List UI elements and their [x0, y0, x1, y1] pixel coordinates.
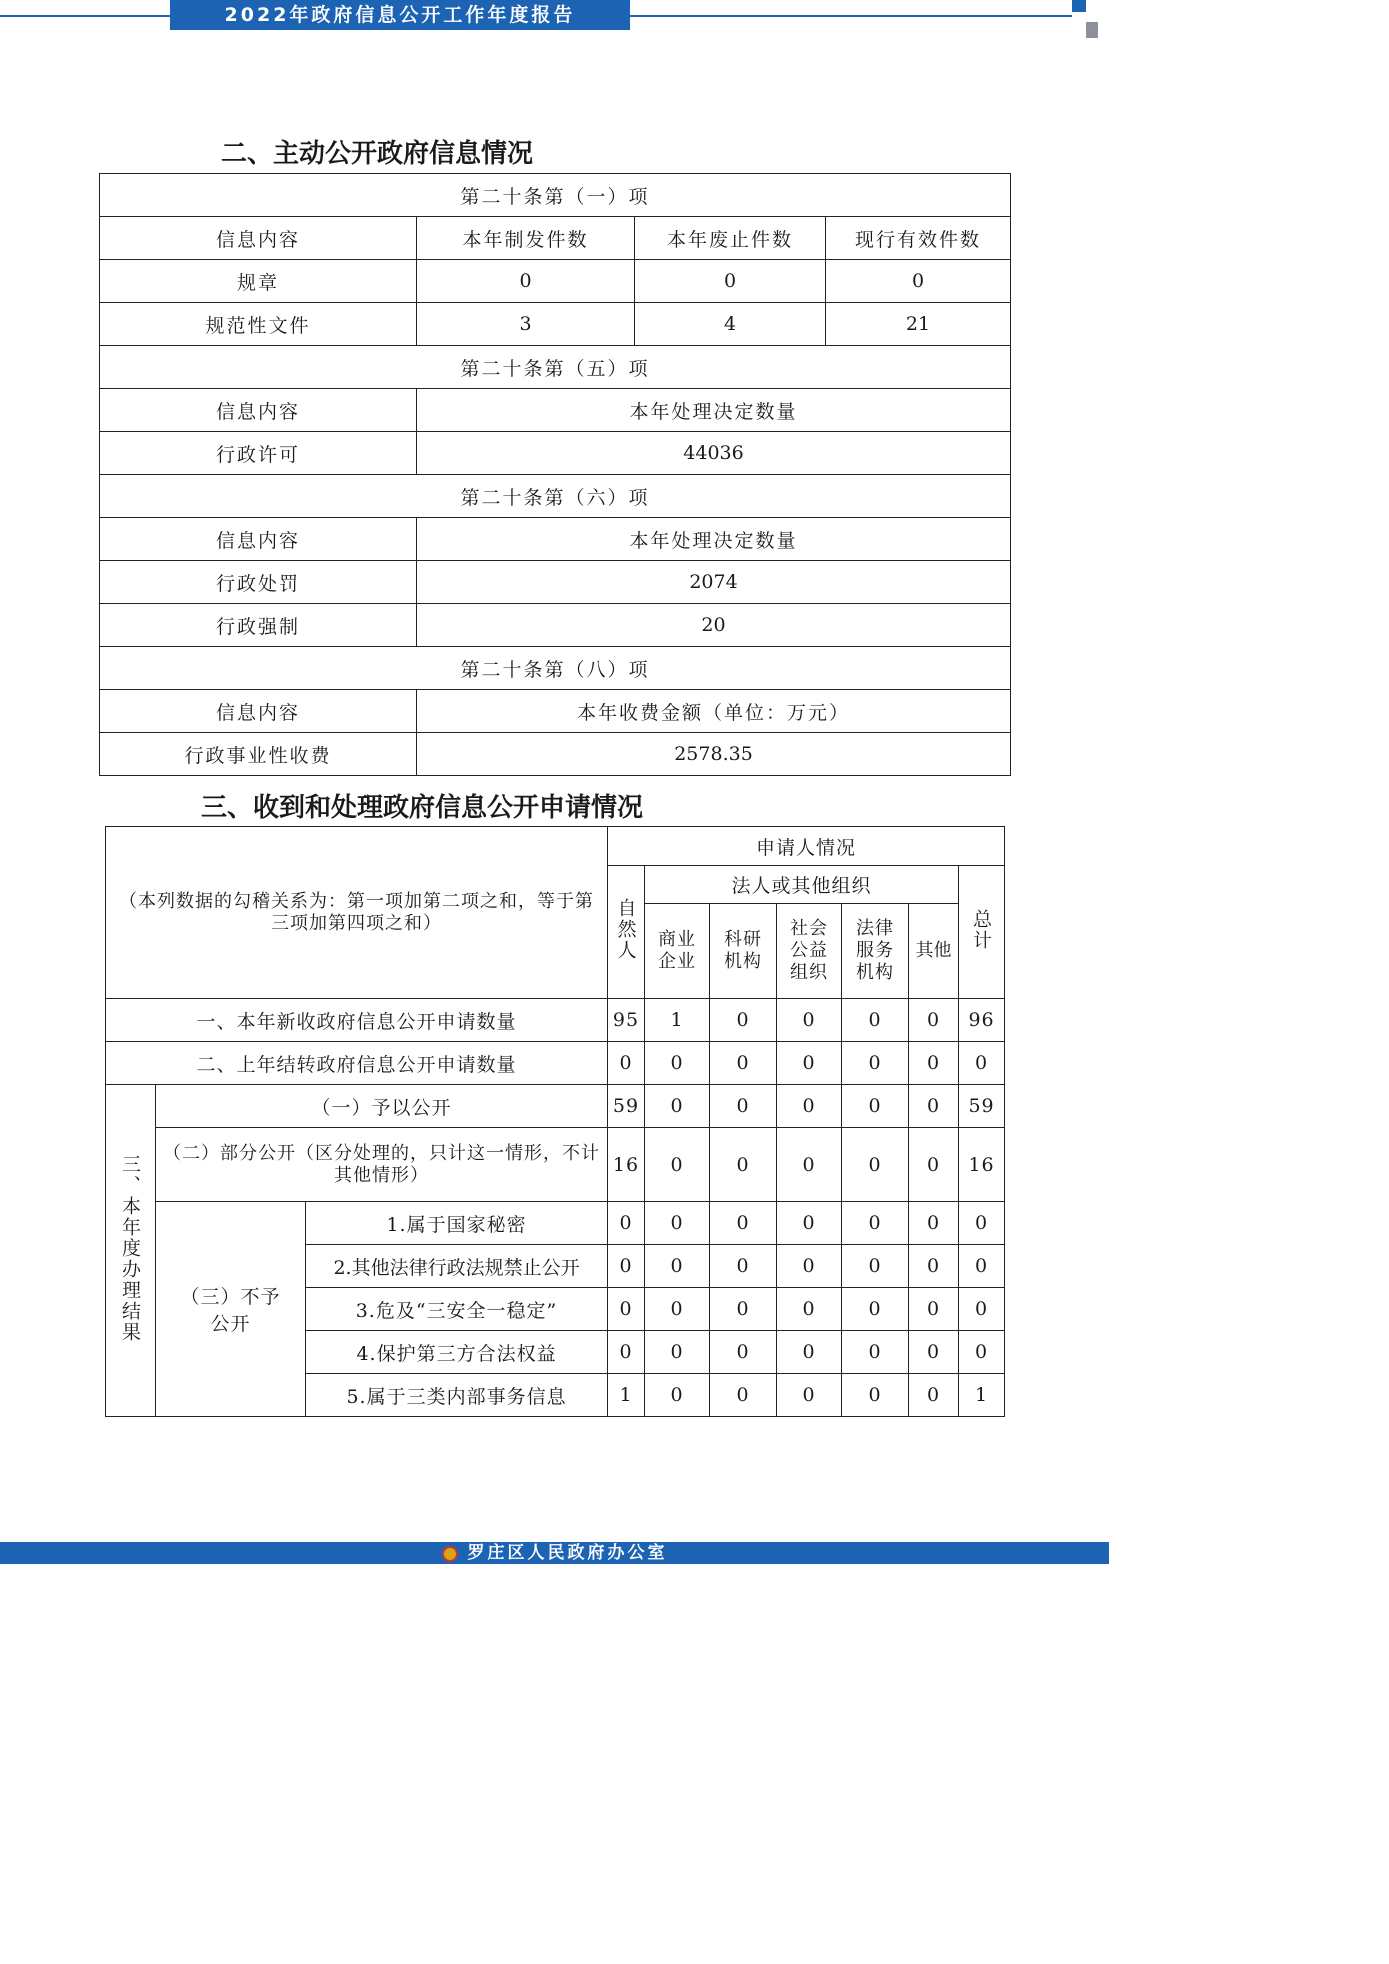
row-label: 1.属于国家秘密 — [306, 1202, 608, 1245]
row-label: （一）予以公开 — [156, 1085, 608, 1128]
table-cell: 0 — [645, 1374, 710, 1417]
table-cell: 0 — [909, 1128, 959, 1202]
table-cell: 0 — [710, 1202, 777, 1245]
table-cell: 0 — [777, 1085, 842, 1128]
table-cell: 0 — [777, 999, 842, 1042]
column-header: 本年处理决定数量 — [417, 389, 1011, 432]
column-header: 信息内容 — [100, 389, 417, 432]
table-row — [100, 346, 1011, 389]
table-cell: 0 — [842, 1128, 909, 1202]
row-label: 规范性文件 — [100, 303, 417, 346]
table-cell: 2578.35 — [417, 733, 1011, 776]
table-cell: 0 — [777, 1331, 842, 1374]
column-header: 现行有效件数 — [826, 217, 1011, 260]
table-row — [100, 733, 1011, 776]
table-cell: 0 — [909, 1331, 959, 1374]
corner-square-blue — [1072, 0, 1086, 12]
report-title-banner: 2022年政府信息公开工作年度报告 — [170, 0, 630, 30]
applicant-header: 申请人情况 — [608, 827, 1005, 866]
table-cell: 0 — [909, 1288, 959, 1331]
footer-text: 罗庄区人民政府办公室 — [467, 1543, 668, 1563]
table-row — [100, 389, 1011, 432]
table-row — [106, 827, 1005, 866]
table-cell: 0 — [959, 1288, 1005, 1331]
column-header: 本年制发件数 — [417, 217, 635, 260]
table-row — [106, 1128, 1005, 1202]
handling-result-group-label: 三、本年度办理结果 — [106, 1085, 156, 1417]
table-row — [106, 1042, 1005, 1085]
column-header: 法律服务机构 — [842, 904, 909, 999]
column-header: 信息内容 — [100, 690, 417, 733]
table-cell: 0 — [959, 1245, 1005, 1288]
column-header: 本年废止件数 — [635, 217, 826, 260]
table-cell: 0 — [842, 1245, 909, 1288]
table-cell: 0 — [645, 1042, 710, 1085]
table-cell: 0 — [842, 1331, 909, 1374]
column-header: 其他 — [909, 904, 959, 999]
table-cell: 0 — [777, 1245, 842, 1288]
table-cell: 0 — [909, 1202, 959, 1245]
table-cell: 20 — [417, 604, 1011, 647]
section3-heading: 三、收到和处理政府信息公开申请情况 — [201, 793, 644, 823]
table-row — [100, 174, 1011, 217]
table-cell: 16 — [608, 1128, 645, 1202]
table-cell: 2074 — [417, 561, 1011, 604]
national-emblem-icon — [442, 1546, 458, 1562]
application-handling-table — [105, 826, 1005, 1417]
row-label: 3.危及“三安全一稳定” — [306, 1288, 608, 1331]
table-cell: 95 — [608, 999, 645, 1042]
table-cell: 0 — [608, 1288, 645, 1331]
table-row — [100, 260, 1011, 303]
non-disclosure-label: （三）不予公开 — [156, 1202, 306, 1417]
table-row — [100, 647, 1011, 690]
column-header: 本年收费金额（单位：万元） — [417, 690, 1011, 733]
column-header: 信息内容 — [100, 518, 417, 561]
legal-person-group-header: 法人或其他组织 — [645, 866, 959, 904]
table-cell: 0 — [645, 1202, 710, 1245]
row-label: 行政事业性收费 — [100, 733, 417, 776]
table-row — [100, 475, 1011, 518]
article-title: 第二十条第（八）项 — [100, 647, 1011, 690]
total-header: 总计 — [959, 866, 1005, 999]
table-cell: 0 — [909, 999, 959, 1042]
table-cell: 0 — [710, 999, 777, 1042]
table-cell: 0 — [710, 1128, 777, 1202]
table-cell: 0 — [710, 1331, 777, 1374]
table-cell: 0 — [645, 1331, 710, 1374]
table-cell: 0 — [777, 1202, 842, 1245]
table-row — [100, 561, 1011, 604]
row-label: 行政许可 — [100, 432, 417, 475]
table-cell: 44036 — [417, 432, 1011, 475]
table-cell: 0 — [608, 1331, 645, 1374]
proactive-disclosure-table — [99, 173, 1011, 776]
row-label: （二）部分公开（区分处理的，只计这一情形，不计其他情形） — [156, 1128, 608, 1202]
table-cell: 0 — [842, 1042, 909, 1085]
table-row — [100, 518, 1011, 561]
table-row — [100, 690, 1011, 733]
table-cell: 1 — [959, 1374, 1005, 1417]
natural-person-header: 自然人 — [608, 866, 645, 999]
column-header: 信息内容 — [100, 217, 417, 260]
reconciliation-note: （本列数据的勾稽关系为：第一项加第二项之和，等于第三项加第四项之和） — [106, 827, 608, 999]
table-row — [100, 432, 1011, 475]
table-cell: 0 — [959, 1331, 1005, 1374]
article-title: 第二十条第（六）项 — [100, 475, 1011, 518]
table-cell: 96 — [959, 999, 1005, 1042]
table-cell: 0 — [777, 1128, 842, 1202]
article-title: 第二十条第（一）项 — [100, 174, 1011, 217]
footer — [0, 1542, 1109, 1564]
table-row — [106, 999, 1005, 1042]
table-cell: 1 — [608, 1374, 645, 1417]
row-label: 一、本年新收政府信息公开申请数量 — [106, 999, 608, 1042]
table-row — [100, 217, 1011, 260]
column-header: 社会公益组织 — [777, 904, 842, 999]
table-cell: 0 — [959, 1042, 1005, 1085]
column-header: 商业企业 — [645, 904, 710, 999]
table-row — [100, 604, 1011, 647]
table-cell: 0 — [645, 1245, 710, 1288]
table-cell: 1 — [645, 999, 710, 1042]
row-label: 行政强制 — [100, 604, 417, 647]
row-label: 4.保护第三方合法权益 — [306, 1331, 608, 1374]
row-label: 规章 — [100, 260, 417, 303]
table-cell: 0 — [842, 1085, 909, 1128]
table-cell: 0 — [842, 1374, 909, 1417]
corner-square-gray — [1086, 22, 1098, 38]
article-title: 第二十条第（五）项 — [100, 346, 1011, 389]
table-cell: 0 — [826, 260, 1011, 303]
table-cell: 0 — [777, 1042, 842, 1085]
row-label: 二、上年结转政府信息公开申请数量 — [106, 1042, 608, 1085]
table-cell: 0 — [959, 1202, 1005, 1245]
column-header: 本年处理决定数量 — [417, 518, 1011, 561]
row-label: 行政处罚 — [100, 561, 417, 604]
table-cell: 0 — [909, 1042, 959, 1085]
column-header: 科研机构 — [710, 904, 777, 999]
row-label: 2.其他法律行政法规禁止公开 — [306, 1245, 608, 1288]
table-cell: 0 — [842, 999, 909, 1042]
table-cell: 16 — [959, 1128, 1005, 1202]
table-cell: 3 — [417, 303, 635, 346]
table-cell: 0 — [842, 1202, 909, 1245]
table-cell: 0 — [608, 1042, 645, 1085]
table-row — [106, 1085, 1005, 1128]
table-cell: 0 — [777, 1374, 842, 1417]
table-cell: 0 — [645, 1288, 710, 1331]
table-cell: 59 — [608, 1085, 645, 1128]
table-cell: 0 — [635, 260, 826, 303]
table-cell: 0 — [710, 1374, 777, 1417]
table-cell: 0 — [909, 1374, 959, 1417]
section2-heading: 二、主动公开政府信息情况 — [221, 139, 534, 169]
table-cell: 0 — [777, 1288, 842, 1331]
table-row — [100, 303, 1011, 346]
table-cell: 0 — [608, 1202, 645, 1245]
table-cell: 0 — [909, 1245, 959, 1288]
table-cell: 0 — [710, 1245, 777, 1288]
table-cell: 0 — [909, 1085, 959, 1128]
table-cell: 0 — [608, 1245, 645, 1288]
table-cell: 59 — [959, 1085, 1005, 1128]
table-cell: 0 — [645, 1128, 710, 1202]
table-cell: 0 — [710, 1085, 777, 1128]
table-cell: 0 — [710, 1288, 777, 1331]
table-cell: 21 — [826, 303, 1011, 346]
table-cell: 0 — [645, 1085, 710, 1128]
table-cell: 0 — [842, 1288, 909, 1331]
table-row — [106, 1202, 1005, 1245]
table-cell: 4 — [635, 303, 826, 346]
table-cell: 0 — [417, 260, 635, 303]
table-cell: 0 — [710, 1042, 777, 1085]
row-label: 5.属于三类内部事务信息 — [306, 1374, 608, 1417]
